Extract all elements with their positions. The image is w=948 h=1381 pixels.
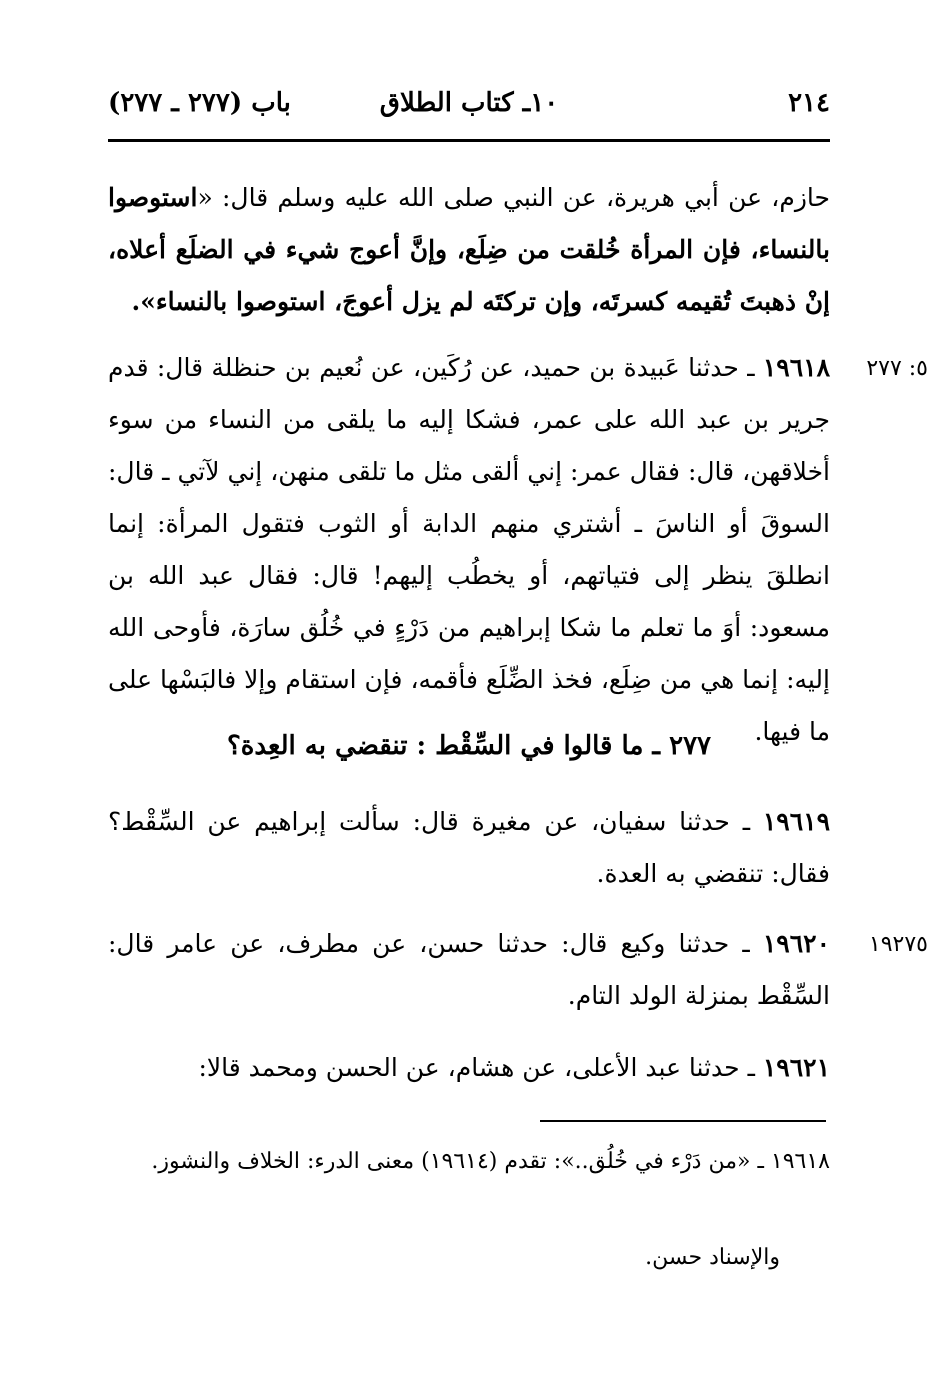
hadith-text: ـ حدثنا عبد الأعلى، عن هشام، عن الحسن ومحمد قالا: <box>198 1053 763 1082</box>
chapter-title: ١٠ـ كتاب الطلاق <box>379 88 559 118</box>
margin-ref-19620: ١٩٢٧٥ <box>868 932 928 957</box>
hadith-19621 <box>108 1042 830 1094</box>
hadith-19620 <box>108 918 830 1022</box>
section-range: باب (٢٧٧ ـ ٢٧٧) <box>108 88 291 118</box>
hadith-number: ١٩٦١٨ <box>762 353 830 382</box>
footnote-line-1: ١٩٦١٨ ـ «من دَرْء في خُلُق..»: تقدم (١٩٦١٤) معنى الدرء: الخلاف والنشوز. <box>151 1149 830 1174</box>
page-header <box>108 88 830 128</box>
hadith-19618 <box>108 342 830 758</box>
hadith-text: ـ حدثنا وكيع قال: حدثنا حسن، عن مطرف، عن عامر قال: السِّقْط بمنزلة الولد التام. <box>108 929 830 1010</box>
margin-ref-19618: ٥: ٢٧٧ <box>866 356 928 381</box>
hadith-number: ١٩٦٢١ <box>762 1053 830 1082</box>
section-heading: ٢٧٧ ـ ما قالوا في السِّقْط : تنقضي به العِدة؟ <box>226 731 712 761</box>
intro-quote: استوصوا بالنساء، فإن المرأة خُلقت من ضِلَع، وإنَّ أعوج شيء في الضلَع أعلاه، إنْ ذهبتَ تُقيمه كسرتَه، وإن تركتَه لم يزل أعوجَ، استوصوا بالنساء <box>108 183 830 316</box>
intro-end: ». <box>131 287 156 316</box>
hadith-text: ـ حدثنا عَبيدة بن حميد، عن رُكَين، عن نُعيم بن حنظلة قال: قدم جرير بن عبد الله على عمر، فشكا إليه ما يلقى من النساء من سوء أخلاقهن، قال: فقال عمر: إني ألقى مثل ما تلقى منهن، إني لآتي ـ قال: السوقَ أو الناسَ ـ أشتري منهم الدابة أو الثوب فتقول المرأة: إنما انطلقَ ينظر إلى فتياتهم، أو يخطُب إليهم! قال: فقال عبد الله بن مسعود: أوَ ما تعلم ما شكا إبراهيم من دَرْءٍ في خُلُق سارَة، فأوحى الله إليه: إنما هي من ضِلَع، فخذ الضِّلَع فأقمه، فإن استقام وإلا فالبَسْها على ما فيها. <box>108 353 830 746</box>
hadith-number: ١٩٦٢٠ <box>762 929 830 958</box>
header-rule <box>108 139 830 142</box>
intro-plain: حازم، عن أبي هريرة، عن النبي صلى الله عليه وسلم قال: « <box>197 183 830 212</box>
hadith-text: ـ حدثنا سفيان، عن مغيرة قال: سألت إبراهيم عن السِّقْط؟ فقال: تنقضي به العدة. <box>108 807 830 888</box>
intro-paragraph <box>108 172 830 328</box>
hadith-19619 <box>108 796 830 900</box>
footnote-line-2: والإسناد حسن. <box>645 1245 780 1270</box>
hadith-number: ١٩٦١٩ <box>762 807 830 836</box>
page-number: ٢١٤ <box>788 88 830 118</box>
footnote-rule <box>540 1120 826 1122</box>
